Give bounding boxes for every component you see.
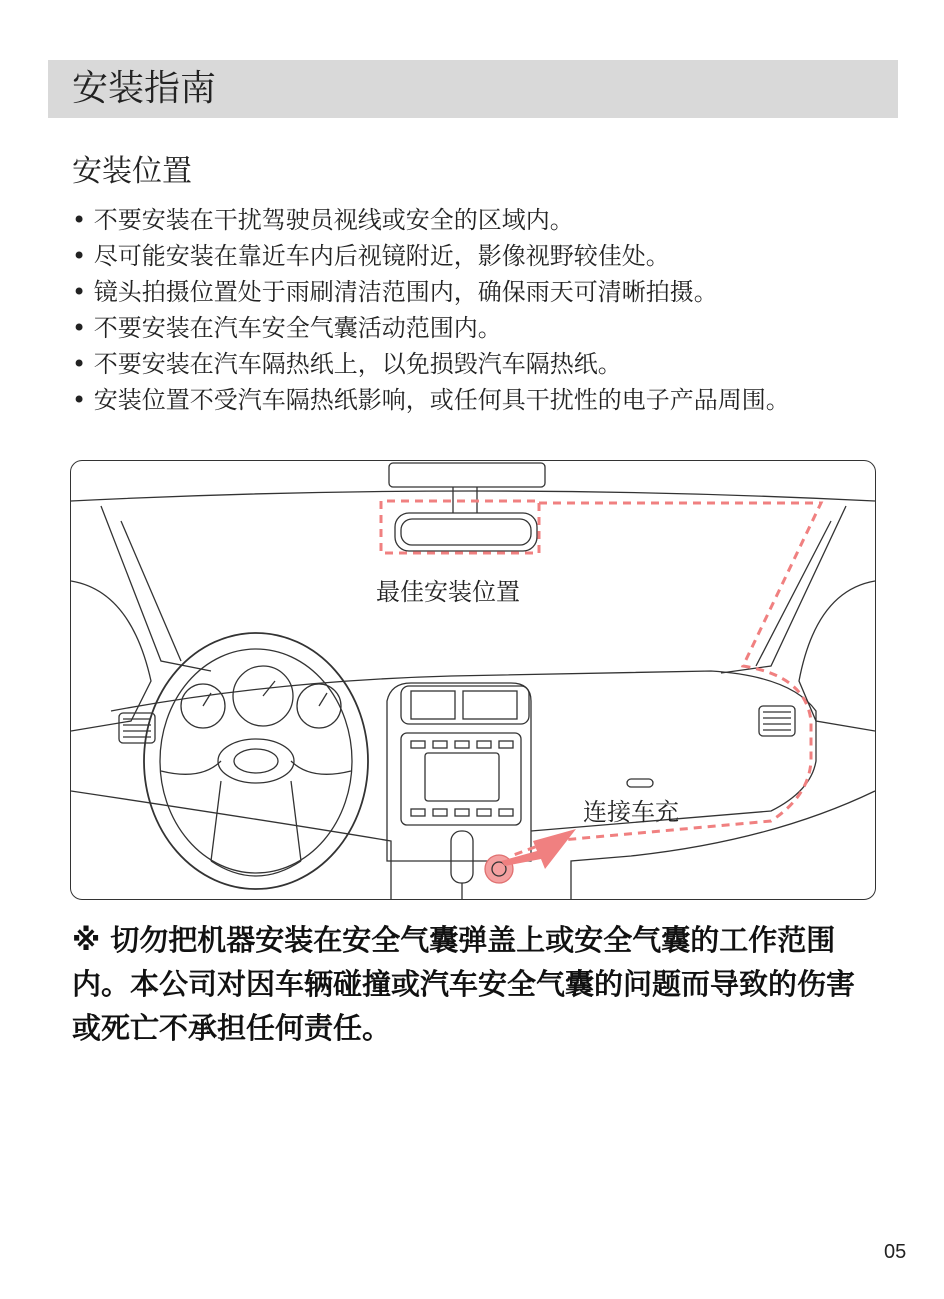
section-subtitle: 安装位置 (72, 154, 192, 189)
bullet-item: • 安装位置不受汽车隔热纸影响，或任何具干扰性的电子产品周围。 (72, 382, 872, 418)
warning-text: ※ 切勿把机器安装在安全气囊弹盖上或安全气囊的工作范围内。本公司对因车辆碰撞或汽车安全气囊的问题而导致的伤害或死亡不承担任何责任。 (72, 923, 856, 1045)
bullet-item: • 不要安装在汽车安全气囊活动范围内。 (72, 310, 872, 346)
bullet-item: • 不要安装在汽车隔热纸上，以免损毁汽车隔热纸。 (72, 346, 872, 382)
best-position-label: 最佳安装位置 (376, 578, 520, 606)
car-charger-label: 连接车充 (583, 798, 679, 826)
bullet-item: • 尽可能安装在靠近车内后视镜附近，影像视野较佳处。 (72, 238, 872, 274)
title-bar (48, 60, 898, 118)
car-interior-figure (70, 460, 876, 900)
bullet-list (72, 202, 872, 418)
bullet-item: • 不要安装在干扰驾驶员视线或安全的区域内。 (72, 202, 872, 238)
page-number: 05 (884, 1241, 907, 1263)
bullet-item: • 镜头拍摄位置处于雨刷清洁范围内，确保雨天可清晰拍摄。 (72, 274, 872, 310)
car-interior-illustration (71, 461, 875, 899)
page-title: 安装指南 (72, 68, 217, 109)
